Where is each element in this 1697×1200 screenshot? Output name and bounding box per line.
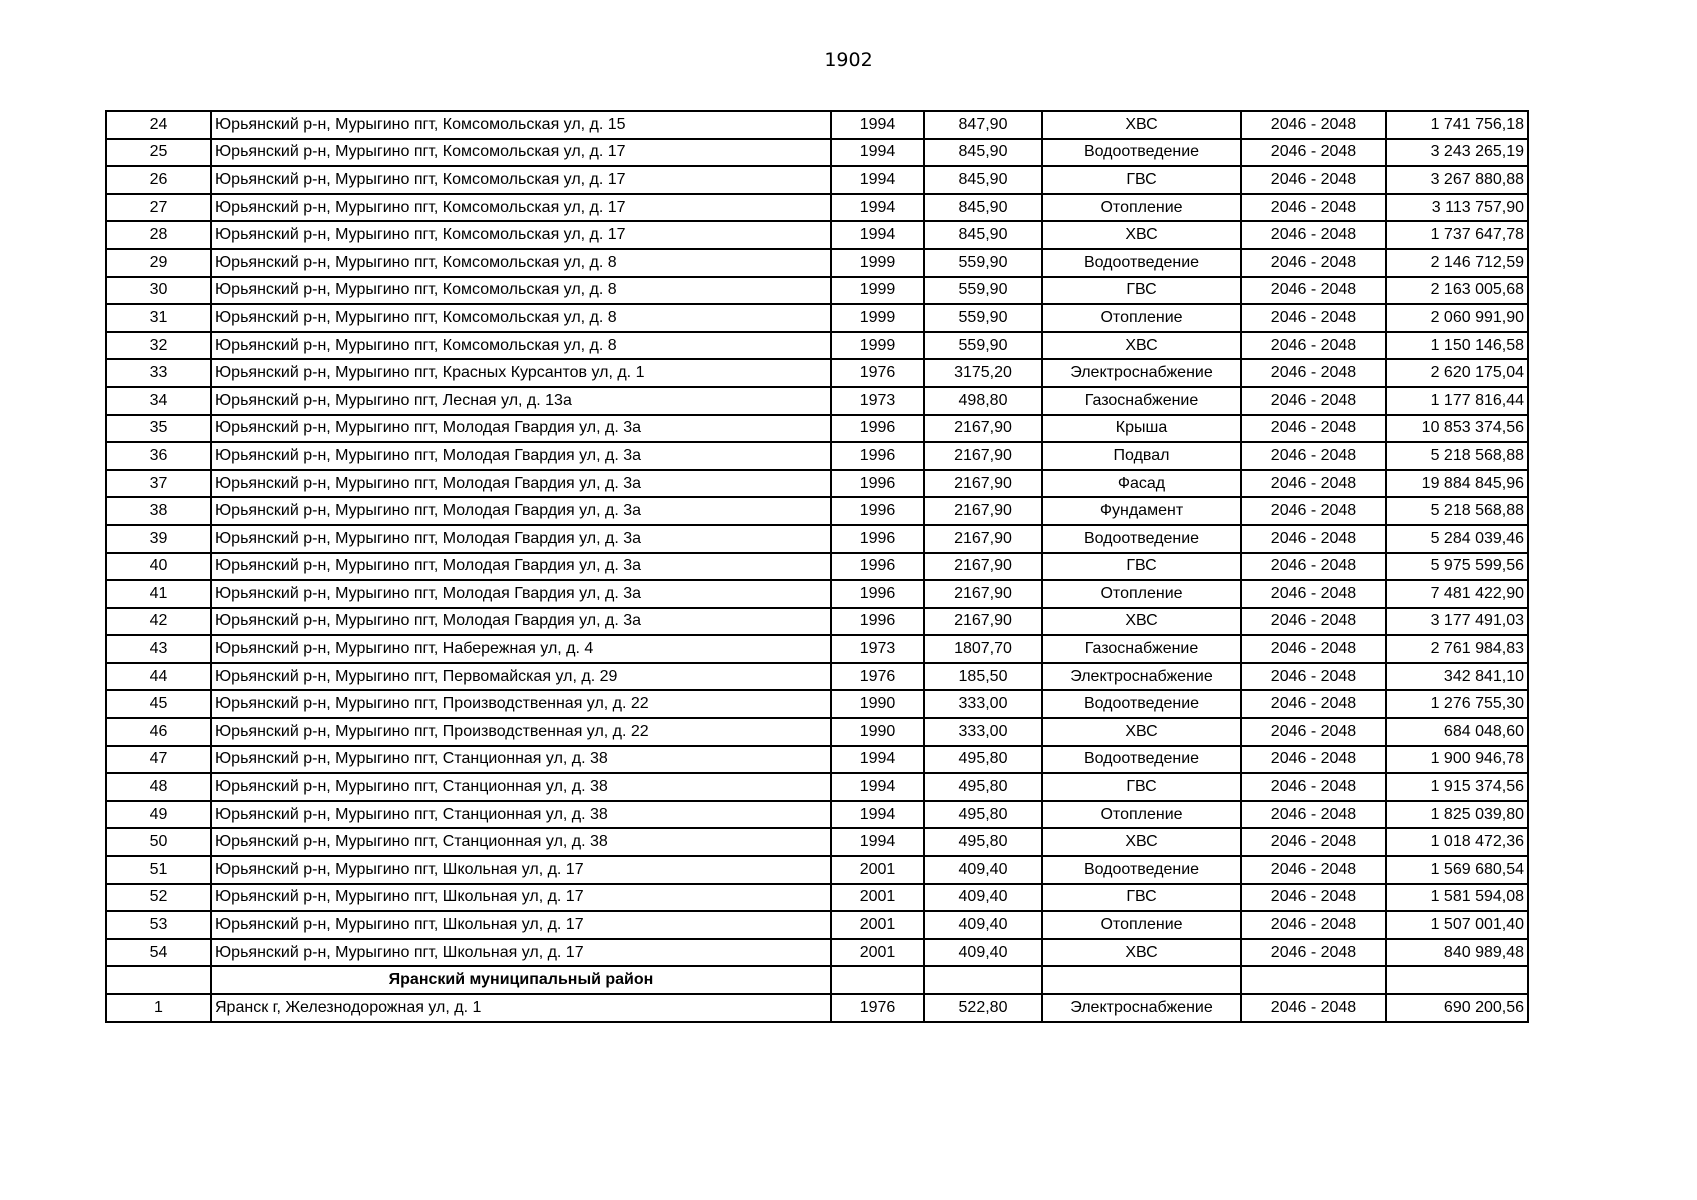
address-cell: Яранск г, Железнодорожная ул, д. 1 — [211, 994, 831, 1022]
table-row — [106, 415, 1528, 443]
cost-cell: 3 243 265,19 — [1386, 139, 1528, 167]
table-row — [106, 801, 1528, 829]
cost-cell: 690 200,56 — [1386, 994, 1528, 1022]
area-cell: 185,50 — [924, 663, 1042, 691]
area-cell: 2167,90 — [924, 415, 1042, 443]
address-cell: Юрьянский р-н, Мурыгино пгт, Красных Курсантов ул, д. 1 — [211, 359, 831, 387]
work-type-cell: Электроснабжение — [1042, 994, 1241, 1022]
table-row — [106, 111, 1528, 139]
period-cell: 2046 - 2048 — [1241, 939, 1386, 967]
work-type-cell: ГВС — [1042, 884, 1241, 912]
cost-cell: 1 276 755,30 — [1386, 690, 1528, 718]
cost-cell: 1 915 374,56 — [1386, 773, 1528, 801]
area-cell: 2167,90 — [924, 470, 1042, 498]
section-header-row — [106, 966, 1528, 994]
row-number-cell: 43 — [106, 635, 211, 663]
table-row — [106, 497, 1528, 525]
area-cell: 3175,20 — [924, 359, 1042, 387]
year-built-cell: 2001 — [831, 884, 924, 912]
table-row — [106, 387, 1528, 415]
address-cell: Юрьянский р-н, Мурыгино пгт, Школьная ул, д. 17 — [211, 856, 831, 884]
area-cell: 2167,90 — [924, 497, 1042, 525]
row-number-cell: 36 — [106, 442, 211, 470]
address-cell: Юрьянский р-н, Мурыгино пгт, Молодая Гвардия ул, д. 3а — [211, 415, 831, 443]
year-built-cell: 1996 — [831, 553, 924, 581]
cost-cell — [1386, 966, 1528, 994]
page-number: 1902 — [824, 49, 873, 71]
row-number-cell: 24 — [106, 111, 211, 139]
cost-cell: 1 177 816,44 — [1386, 387, 1528, 415]
address-cell: Юрьянский р-н, Мурыгино пгт, Станционная ул, д. 38 — [211, 773, 831, 801]
period-cell: 2046 - 2048 — [1241, 828, 1386, 856]
row-number-cell: 46 — [106, 718, 211, 746]
area-cell: 495,80 — [924, 828, 1042, 856]
period-cell: 2046 - 2048 — [1241, 884, 1386, 912]
cost-cell: 5 218 568,88 — [1386, 442, 1528, 470]
address-cell: Юрьянский р-н, Мурыгино пгт, Школьная ул, д. 17 — [211, 884, 831, 912]
work-type-cell: ХВС — [1042, 221, 1241, 249]
table-row — [106, 994, 1528, 1022]
year-built-cell: 1976 — [831, 994, 924, 1022]
row-number-cell: 45 — [106, 690, 211, 718]
address-cell: Юрьянский р-н, Мурыгино пгт, Комсомольская ул, д. 8 — [211, 277, 831, 305]
year-built-cell: 1994 — [831, 194, 924, 222]
cost-cell: 1 900 946,78 — [1386, 746, 1528, 774]
area-cell: 559,90 — [924, 249, 1042, 277]
period-cell: 2046 - 2048 — [1241, 690, 1386, 718]
period-cell: 2046 - 2048 — [1241, 856, 1386, 884]
row-number-cell: 49 — [106, 801, 211, 829]
row-number-cell: 54 — [106, 939, 211, 967]
area-cell: 845,90 — [924, 194, 1042, 222]
row-number-cell: 34 — [106, 387, 211, 415]
row-number-cell: 41 — [106, 580, 211, 608]
address-cell: Юрьянский р-н, Мурыгино пгт, Школьная ул, д. 17 — [211, 939, 831, 967]
year-built-cell: 1994 — [831, 773, 924, 801]
row-number-cell: 25 — [106, 139, 211, 167]
row-number-cell: 35 — [106, 415, 211, 443]
period-cell: 2046 - 2048 — [1241, 553, 1386, 581]
period-cell: 2046 - 2048 — [1241, 746, 1386, 774]
table-row — [106, 166, 1528, 194]
address-cell: Юрьянский р-н, Мурыгино пгт, Производственная ул, д. 22 — [211, 690, 831, 718]
work-type-cell: Отопление — [1042, 194, 1241, 222]
work-type-cell — [1042, 966, 1241, 994]
year-built-cell: 1994 — [831, 166, 924, 194]
row-number-cell: 27 — [106, 194, 211, 222]
row-number-cell — [106, 966, 211, 994]
period-cell: 2046 - 2048 — [1241, 442, 1386, 470]
year-built-cell: 1999 — [831, 332, 924, 360]
address-cell: Юрьянский р-н, Мурыгино пгт, Молодая Гвардия ул, д. 3а — [211, 608, 831, 636]
table-row — [106, 359, 1528, 387]
section-title-cell: Яранский муниципальный район — [211, 966, 831, 994]
year-built-cell: 1990 — [831, 690, 924, 718]
address-cell: Юрьянский р-н, Мурыгино пгт, Школьная ул, д. 17 — [211, 911, 831, 939]
year-built-cell: 1973 — [831, 635, 924, 663]
area-cell: 2167,90 — [924, 580, 1042, 608]
row-number-cell: 32 — [106, 332, 211, 360]
address-cell: Юрьянский р-н, Мурыгино пгт, Комсомольская ул, д. 8 — [211, 332, 831, 360]
cost-cell: 684 048,60 — [1386, 718, 1528, 746]
period-cell: 2046 - 2048 — [1241, 111, 1386, 139]
table-row — [106, 580, 1528, 608]
work-type-cell: ГВС — [1042, 277, 1241, 305]
cost-cell: 2 761 984,83 — [1386, 635, 1528, 663]
area-cell: 495,80 — [924, 746, 1042, 774]
year-built-cell: 1994 — [831, 139, 924, 167]
period-cell: 2046 - 2048 — [1241, 525, 1386, 553]
work-type-cell: ГВС — [1042, 773, 1241, 801]
period-cell: 2046 - 2048 — [1241, 139, 1386, 167]
year-built-cell: 1996 — [831, 415, 924, 443]
year-built-cell: 1994 — [831, 746, 924, 774]
cost-cell: 1 150 146,58 — [1386, 332, 1528, 360]
period-cell: 2046 - 2048 — [1241, 608, 1386, 636]
row-number-cell: 31 — [106, 304, 211, 332]
table-row — [106, 608, 1528, 636]
address-cell: Юрьянский р-н, Мурыгино пгт, Комсомольская ул, д. 17 — [211, 221, 831, 249]
year-built-cell: 1996 — [831, 608, 924, 636]
work-type-cell: Водоотведение — [1042, 690, 1241, 718]
table-row — [106, 690, 1528, 718]
period-cell: 2046 - 2048 — [1241, 911, 1386, 939]
cost-cell: 1 737 647,78 — [1386, 221, 1528, 249]
table-row — [106, 635, 1528, 663]
address-cell: Юрьянский р-н, Мурыгино пгт, Первомайская ул, д. 29 — [211, 663, 831, 691]
area-cell: 847,90 — [924, 111, 1042, 139]
area-cell — [924, 966, 1042, 994]
address-cell: Юрьянский р-н, Мурыгино пгт, Комсомольская ул, д. 8 — [211, 304, 831, 332]
address-cell: Юрьянский р-н, Мурыгино пгт, Станционная ул, д. 38 — [211, 828, 831, 856]
table-row — [106, 442, 1528, 470]
row-number-cell: 26 — [106, 166, 211, 194]
area-cell: 409,40 — [924, 884, 1042, 912]
table-row — [106, 304, 1528, 332]
period-cell: 2046 - 2048 — [1241, 304, 1386, 332]
area-cell: 409,40 — [924, 939, 1042, 967]
table-body — [106, 111, 1528, 1022]
table-row — [106, 828, 1528, 856]
work-type-cell: Отопление — [1042, 580, 1241, 608]
address-cell: Юрьянский р-н, Мурыгино пгт, Молодая Гвардия ул, д. 3а — [211, 553, 831, 581]
period-cell: 2046 - 2048 — [1241, 332, 1386, 360]
period-cell: 2046 - 2048 — [1241, 194, 1386, 222]
table-row — [106, 746, 1528, 774]
cost-cell: 3 177 491,03 — [1386, 608, 1528, 636]
address-cell: Юрьянский р-н, Мурыгино пгт, Производственная ул, д. 22 — [211, 718, 831, 746]
address-cell: Юрьянский р-н, Мурыгино пгт, Лесная ул, д. 13а — [211, 387, 831, 415]
table-row — [106, 139, 1528, 167]
table-row — [106, 939, 1528, 967]
period-cell: 2046 - 2048 — [1241, 635, 1386, 663]
table-row — [106, 525, 1528, 553]
period-cell: 2046 - 2048 — [1241, 359, 1386, 387]
cost-cell: 3 113 757,90 — [1386, 194, 1528, 222]
area-cell: 1807,70 — [924, 635, 1042, 663]
area-cell: 333,00 — [924, 690, 1042, 718]
cost-cell: 1 507 001,40 — [1386, 911, 1528, 939]
row-number-cell: 51 — [106, 856, 211, 884]
cost-cell: 2 620 175,04 — [1386, 359, 1528, 387]
row-number-cell: 47 — [106, 746, 211, 774]
period-cell: 2046 - 2048 — [1241, 277, 1386, 305]
cost-cell: 2 163 005,68 — [1386, 277, 1528, 305]
table-row — [106, 856, 1528, 884]
work-type-cell: ХВС — [1042, 828, 1241, 856]
table-row — [106, 249, 1528, 277]
period-cell: 2046 - 2048 — [1241, 387, 1386, 415]
cost-cell: 2 146 712,59 — [1386, 249, 1528, 277]
repair-schedule-table — [105, 110, 1529, 1023]
address-cell: Юрьянский р-н, Мурыгино пгт, Комсомольская ул, д. 17 — [211, 139, 831, 167]
period-cell: 2046 - 2048 — [1241, 718, 1386, 746]
table-row — [106, 332, 1528, 360]
address-cell: Юрьянский р-н, Мурыгино пгт, Станционная ул, д. 38 — [211, 801, 831, 829]
work-type-cell: Электроснабжение — [1042, 359, 1241, 387]
cost-cell: 19 884 845,96 — [1386, 470, 1528, 498]
work-type-cell: Фасад — [1042, 470, 1241, 498]
row-number-cell: 50 — [106, 828, 211, 856]
row-number-cell: 39 — [106, 525, 211, 553]
area-cell: 559,90 — [924, 277, 1042, 305]
work-type-cell: Водоотведение — [1042, 249, 1241, 277]
year-built-cell: 1999 — [831, 277, 924, 305]
table-row — [106, 470, 1528, 498]
cost-cell: 840 989,48 — [1386, 939, 1528, 967]
year-built-cell: 1973 — [831, 387, 924, 415]
address-cell: Юрьянский р-н, Мурыгино пгт, Молодая Гвардия ул, д. 3а — [211, 525, 831, 553]
period-cell — [1241, 966, 1386, 994]
period-cell: 2046 - 2048 — [1241, 415, 1386, 443]
table-row — [106, 277, 1528, 305]
cost-cell: 2 060 991,90 — [1386, 304, 1528, 332]
work-type-cell: Электроснабжение — [1042, 663, 1241, 691]
area-cell: 845,90 — [924, 139, 1042, 167]
year-built-cell: 1996 — [831, 497, 924, 525]
table-row — [106, 553, 1528, 581]
row-number-cell: 1 — [106, 994, 211, 1022]
cost-cell: 5 975 599,56 — [1386, 553, 1528, 581]
area-cell: 845,90 — [924, 166, 1042, 194]
cost-cell: 342 841,10 — [1386, 663, 1528, 691]
row-number-cell: 53 — [106, 911, 211, 939]
period-cell: 2046 - 2048 — [1241, 221, 1386, 249]
work-type-cell: ХВС — [1042, 332, 1241, 360]
year-built-cell: 1996 — [831, 580, 924, 608]
work-type-cell: ХВС — [1042, 939, 1241, 967]
work-type-cell: Водоотведение — [1042, 746, 1241, 774]
work-type-cell: Крыша — [1042, 415, 1241, 443]
area-cell: 2167,90 — [924, 553, 1042, 581]
area-cell: 2167,90 — [924, 442, 1042, 470]
area-cell: 409,40 — [924, 911, 1042, 939]
address-cell: Юрьянский р-н, Мурыгино пгт, Молодая Гвардия ул, д. 3а — [211, 580, 831, 608]
year-built-cell: 1976 — [831, 663, 924, 691]
area-cell: 559,90 — [924, 304, 1042, 332]
work-type-cell: ХВС — [1042, 608, 1241, 636]
row-number-cell: 40 — [106, 553, 211, 581]
table-row — [106, 194, 1528, 222]
work-type-cell: Отопление — [1042, 801, 1241, 829]
cost-cell: 1 581 594,08 — [1386, 884, 1528, 912]
address-cell: Юрьянский р-н, Мурыгино пгт, Комсомольская ул, д. 17 — [211, 194, 831, 222]
area-cell: 498,80 — [924, 387, 1042, 415]
year-built-cell: 1994 — [831, 111, 924, 139]
work-type-cell: Фундамент — [1042, 497, 1241, 525]
year-built-cell: 1990 — [831, 718, 924, 746]
work-type-cell: Водоотведение — [1042, 856, 1241, 884]
year-built-cell: 1976 — [831, 359, 924, 387]
period-cell: 2046 - 2048 — [1241, 497, 1386, 525]
area-cell: 845,90 — [924, 221, 1042, 249]
row-number-cell: 28 — [106, 221, 211, 249]
period-cell: 2046 - 2048 — [1241, 801, 1386, 829]
work-type-cell: ГВС — [1042, 553, 1241, 581]
area-cell: 495,80 — [924, 773, 1042, 801]
address-cell: Юрьянский р-н, Мурыгино пгт, Набережная ул, д. 4 — [211, 635, 831, 663]
year-built-cell: 2001 — [831, 856, 924, 884]
period-cell: 2046 - 2048 — [1241, 994, 1386, 1022]
row-number-cell: 37 — [106, 470, 211, 498]
year-built-cell: 1996 — [831, 470, 924, 498]
year-built-cell: 1999 — [831, 249, 924, 277]
work-type-cell: Подвал — [1042, 442, 1241, 470]
cost-cell: 5 218 568,88 — [1386, 497, 1528, 525]
cost-cell: 1 825 039,80 — [1386, 801, 1528, 829]
period-cell: 2046 - 2048 — [1241, 470, 1386, 498]
year-built-cell: 1996 — [831, 442, 924, 470]
cost-cell: 1 741 756,18 — [1386, 111, 1528, 139]
row-number-cell: 44 — [106, 663, 211, 691]
cost-cell: 1 569 680,54 — [1386, 856, 1528, 884]
year-built-cell: 1999 — [831, 304, 924, 332]
row-number-cell: 30 — [106, 277, 211, 305]
table-row — [106, 911, 1528, 939]
period-cell: 2046 - 2048 — [1241, 663, 1386, 691]
row-number-cell: 52 — [106, 884, 211, 912]
address-cell: Юрьянский р-н, Мурыгино пгт, Молодая Гвардия ул, д. 3а — [211, 442, 831, 470]
area-cell: 495,80 — [924, 801, 1042, 829]
year-built-cell: 2001 — [831, 939, 924, 967]
address-cell: Юрьянский р-н, Мурыгино пгт, Комсомольская ул, д. 15 — [211, 111, 831, 139]
area-cell: 522,80 — [924, 994, 1042, 1022]
row-number-cell: 33 — [106, 359, 211, 387]
area-cell: 2167,90 — [924, 608, 1042, 636]
cost-cell: 5 284 039,46 — [1386, 525, 1528, 553]
period-cell: 2046 - 2048 — [1241, 249, 1386, 277]
cost-cell: 1 018 472,36 — [1386, 828, 1528, 856]
year-built-cell: 1994 — [831, 828, 924, 856]
address-cell: Юрьянский р-н, Мурыгино пгт, Молодая Гвардия ул, д. 3а — [211, 497, 831, 525]
work-type-cell: Водоотведение — [1042, 139, 1241, 167]
work-type-cell: ГВС — [1042, 166, 1241, 194]
cost-cell: 3 267 880,88 — [1386, 166, 1528, 194]
row-number-cell: 48 — [106, 773, 211, 801]
year-built-cell — [831, 966, 924, 994]
table-row — [106, 663, 1528, 691]
work-type-cell: ХВС — [1042, 111, 1241, 139]
work-type-cell: Газоснабжение — [1042, 387, 1241, 415]
address-cell: Юрьянский р-н, Мурыгино пгт, Станционная ул, д. 38 — [211, 746, 831, 774]
work-type-cell: ХВС — [1042, 718, 1241, 746]
table-row — [106, 221, 1528, 249]
year-built-cell: 2001 — [831, 911, 924, 939]
area-cell: 333,00 — [924, 718, 1042, 746]
address-cell: Юрьянский р-н, Мурыгино пгт, Молодая Гвардия ул, д. 3а — [211, 470, 831, 498]
table-row — [106, 718, 1528, 746]
area-cell: 559,90 — [924, 332, 1042, 360]
cost-cell: 10 853 374,56 — [1386, 415, 1528, 443]
row-number-cell: 38 — [106, 497, 211, 525]
row-number-cell: 29 — [106, 249, 211, 277]
work-type-cell: Отопление — [1042, 304, 1241, 332]
address-cell: Юрьянский р-н, Мурыгино пгт, Комсомольская ул, д. 8 — [211, 249, 831, 277]
address-cell: Юрьянский р-н, Мурыгино пгт, Комсомольская ул, д. 17 — [211, 166, 831, 194]
row-number-cell: 42 — [106, 608, 211, 636]
cost-cell: 7 481 422,90 — [1386, 580, 1528, 608]
area-cell: 409,40 — [924, 856, 1042, 884]
year-built-cell: 1994 — [831, 221, 924, 249]
table-row — [106, 884, 1528, 912]
table-row — [106, 773, 1528, 801]
year-built-cell: 1996 — [831, 525, 924, 553]
area-cell: 2167,90 — [924, 525, 1042, 553]
period-cell: 2046 - 2048 — [1241, 580, 1386, 608]
period-cell: 2046 - 2048 — [1241, 166, 1386, 194]
period-cell: 2046 - 2048 — [1241, 773, 1386, 801]
work-type-cell: Отопление — [1042, 911, 1241, 939]
year-built-cell: 1994 — [831, 801, 924, 829]
work-type-cell: Водоотведение — [1042, 525, 1241, 553]
work-type-cell: Газоснабжение — [1042, 635, 1241, 663]
